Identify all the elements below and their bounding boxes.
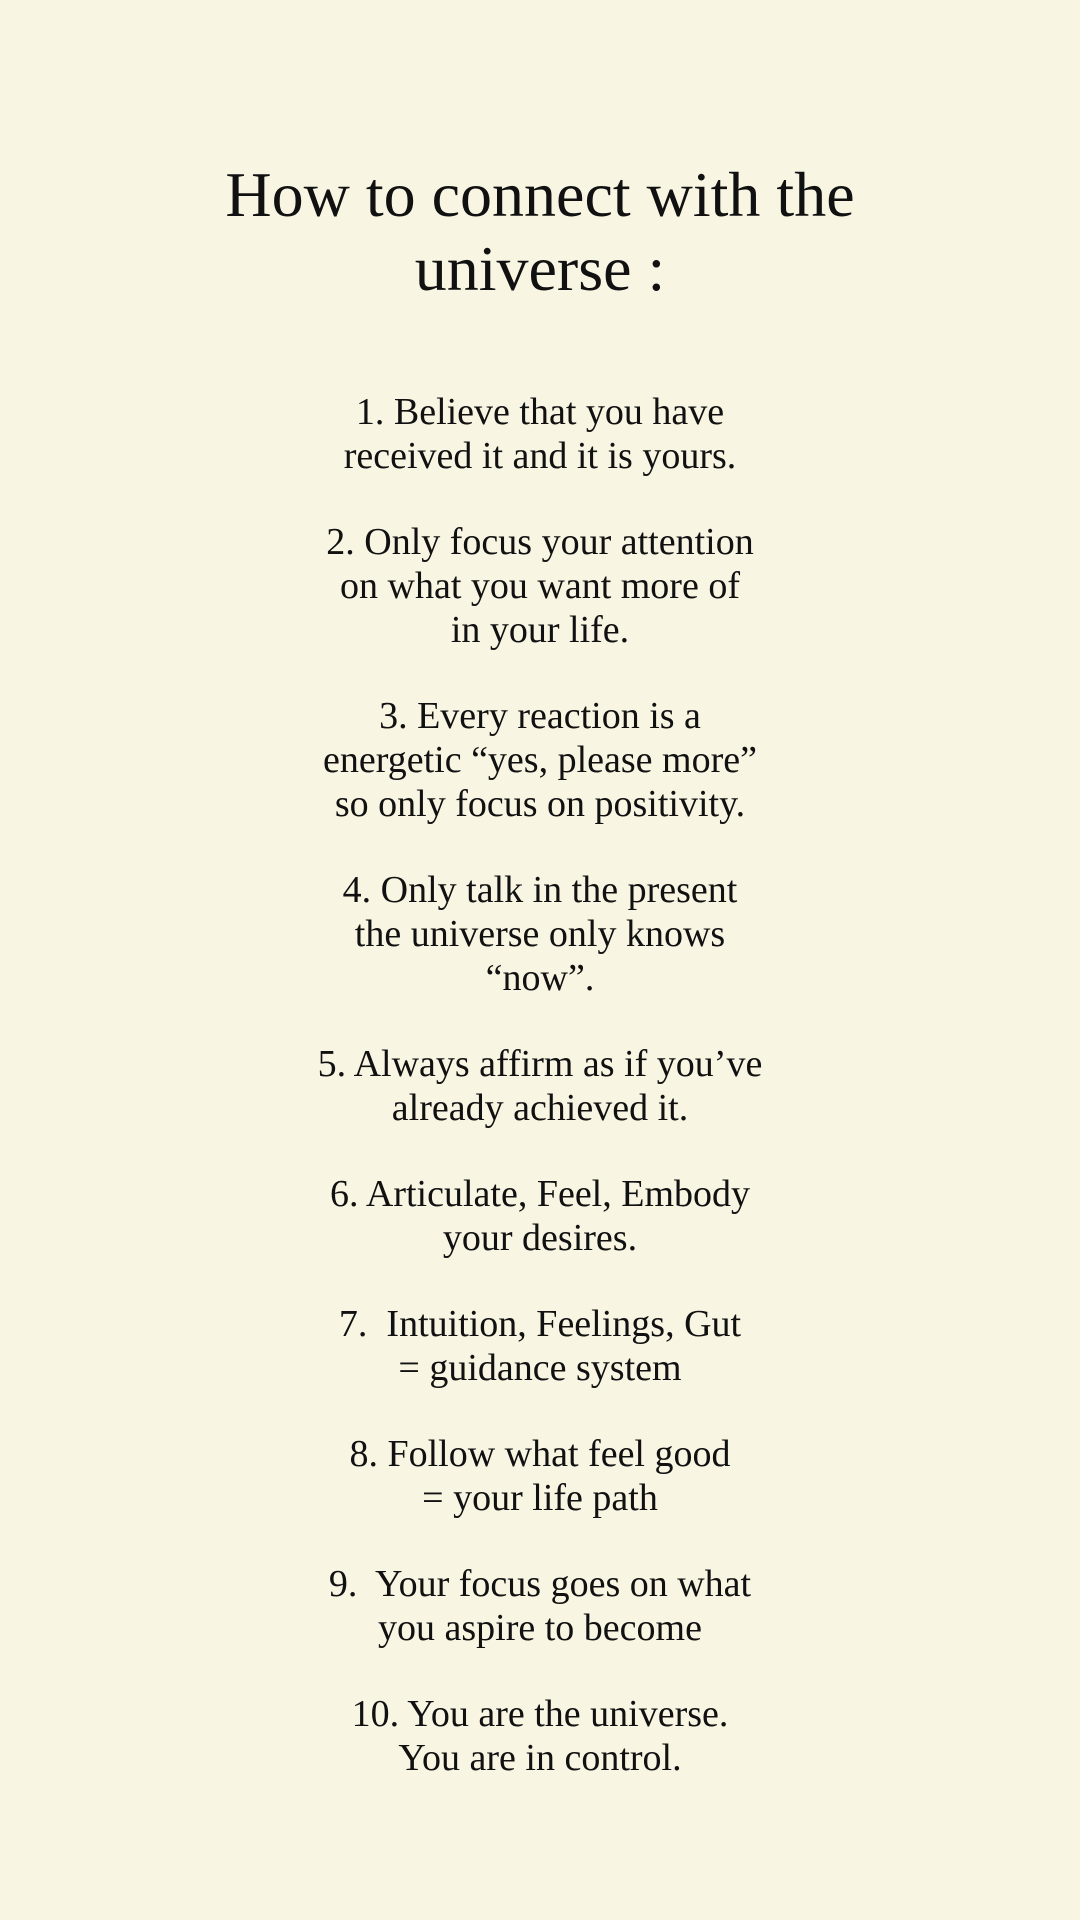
list-item-3-line-3: so only focus on positivity. (334, 783, 746, 825)
list-item-1 (0, 390, 1080, 478)
list-item-2-line-1: 2. Only focus your attention (326, 521, 754, 563)
list-item-7-line-2: = guidance system (398, 1347, 682, 1389)
list-item-4-line-3: “now”. (485, 957, 595, 999)
list-item-2-line-3: in your life. (450, 609, 630, 651)
list-item-5 (0, 1042, 1080, 1130)
list-item-4 (0, 868, 1080, 1000)
list-item-9-line-2: you aspire to become (378, 1607, 702, 1649)
list-item-10 (0, 1692, 1080, 1780)
list-item-8-line-2: = your life path (422, 1477, 658, 1519)
list-item-5-line-2: already achieved it. (391, 1087, 689, 1129)
list-item-7 (0, 1302, 1080, 1390)
list-item-8-line-1: 8. Follow what feel good (349, 1433, 731, 1475)
list-item-2 (0, 520, 1080, 652)
list-item-3-line-1: 3. Every reaction is a (379, 695, 701, 737)
title-line-1: How to connect with the (225, 159, 855, 230)
tips-list (0, 390, 1080, 1822)
list-item-6-line-2: your desires. (442, 1217, 638, 1259)
list-item-1-line-1: 1. Believe that you have (355, 391, 725, 433)
page-title (0, 158, 1080, 306)
list-item-10-line-1: 10. You are the universe. (351, 1693, 729, 1735)
list-item-4-line-2: the universe only knows (354, 913, 726, 955)
list-item-10-line-2: You are in control. (398, 1737, 682, 1779)
list-item-8 (0, 1432, 1080, 1520)
list-item-2-line-2: on what you want more of (340, 565, 740, 607)
list-item-3 (0, 694, 1080, 826)
list-item-7-line-1: 7. Intuition, Feelings, Gut (338, 1303, 742, 1345)
list-item-6 (0, 1172, 1080, 1260)
list-item-1-line-2: received it and it is yours. (343, 435, 737, 477)
list-item-9 (0, 1562, 1080, 1650)
list-item-6-line-1: 6. Articulate, Feel, Embody (329, 1173, 751, 1215)
list-item-5-line-1: 5. Always affirm as if you’ve (317, 1043, 763, 1085)
title-line-2: universe : (414, 233, 666, 304)
list-item-3-line-2: energetic “yes, please more” (323, 739, 757, 781)
list-item-4-line-1: 4. Only talk in the present (342, 869, 738, 911)
list-item-9-line-1: 9. Your focus goes on what (328, 1563, 752, 1605)
